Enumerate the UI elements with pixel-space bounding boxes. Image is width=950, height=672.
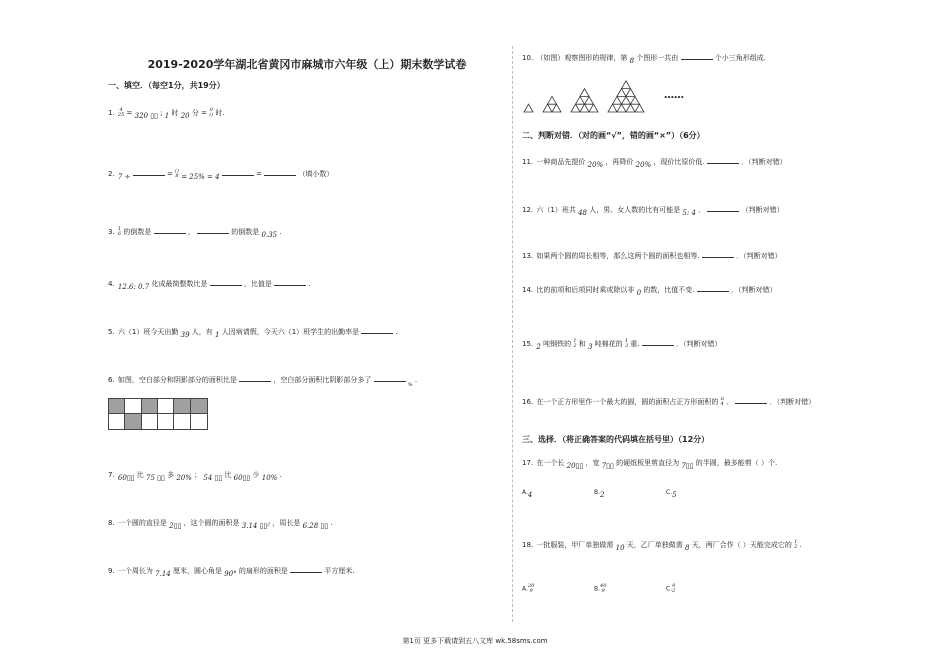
math-value: 12.6: 0.7 [117, 283, 150, 291]
shaded-cell [142, 399, 158, 414]
question-text: 人，男、女人数的比有可能是 [589, 206, 681, 214]
math-value: 6.28 ▯▯ [302, 522, 329, 530]
question-text: 如图，空白部分和阴影部分的面积比是 [117, 376, 237, 384]
math-value: 7▯▯ [681, 462, 694, 470]
blank-cell [142, 414, 158, 429]
question-text: ， [187, 228, 195, 236]
option-label: A. [522, 585, 528, 593]
question-3 [108, 226, 282, 237]
question-text: ，周长是 [272, 519, 301, 527]
question-text: 六（1）班共 [536, 206, 576, 214]
fraction-9-2: 9 2 [672, 583, 676, 594]
question-text: 一批服装，甲厂单独做需 [536, 541, 614, 549]
option-a[interactable] [522, 584, 534, 594]
answer-blank[interactable] [274, 278, 306, 286]
fraction: 1 2 [794, 539, 798, 550]
question-text: 和 [578, 340, 586, 348]
question-number: 10. [522, 54, 534, 62]
question-2 [108, 168, 333, 179]
question-text: 的硬纸板里剪直径为 [616, 459, 680, 467]
fraction: 1 2 [573, 338, 577, 349]
answer-blank[interactable] [697, 284, 729, 292]
math-value: 20▯▯ [566, 462, 584, 470]
math-value: 10% [261, 474, 278, 482]
question-number: 4. [108, 280, 115, 288]
equals-sign: = [126, 109, 133, 117]
answer-blank[interactable] [154, 226, 186, 234]
question-text: ． [726, 398, 734, 406]
math-value: 0 [636, 289, 642, 297]
option-b[interactable] [594, 488, 605, 499]
question-text: 比 [136, 471, 144, 479]
question-14 [522, 284, 777, 295]
question-text: . [799, 541, 802, 549]
question-text: （如图）观察图形的规律，第 [536, 54, 628, 62]
question-text: 厘米，圆心角是 [172, 567, 222, 575]
question-text: 时 [171, 109, 179, 117]
equals-sign: = [166, 170, 173, 178]
math-value: 20% [587, 161, 604, 169]
math-value: % [407, 382, 413, 388]
answer-blank[interactable] [264, 168, 296, 176]
question-text: 的倒数是 [123, 228, 152, 236]
small-triangle [524, 104, 533, 112]
answer-blank[interactable] [133, 168, 165, 176]
math-value: 7.14 [155, 570, 171, 578]
question-number: 9. [108, 567, 115, 575]
answer-blank[interactable] [702, 250, 734, 258]
blank-cell [109, 414, 125, 429]
option-label: A. [522, 489, 528, 496]
question-text: . [279, 471, 282, 479]
math-value: 3.14 ▯▯² [241, 522, 271, 530]
question-text: 人因病请假，今天六（1）班学生的出勤率是 [221, 328, 360, 336]
shaded-cell [109, 399, 125, 414]
question-number: 6. [108, 376, 115, 384]
question-text: （填小数） [298, 170, 334, 178]
question-text: ； [194, 471, 202, 479]
section-heading-fill-blank: 一、填空．（每空1分，共19分） [108, 81, 225, 90]
small-triangle [622, 96, 631, 104]
option-value: 2 [600, 491, 605, 499]
question-text: . [308, 280, 311, 288]
question-text: ．（判断对错） [736, 252, 782, 260]
question-number: 5. [108, 328, 115, 336]
option-label: B. [594, 585, 601, 593]
math-value: 7 ÷ [117, 173, 131, 181]
blank-cell [158, 414, 174, 429]
question-4 [108, 278, 311, 289]
blank-cell [191, 414, 207, 429]
small-triangle [576, 96, 585, 104]
question-text: 天，乙厂单独做需 [626, 541, 683, 549]
answer-blank[interactable] [239, 374, 271, 382]
question-text: 天，两厂合作（ ）天能完成它的 [691, 541, 792, 549]
blank-cell [174, 414, 190, 429]
small-triangle [626, 104, 635, 112]
answer-blank[interactable] [361, 326, 393, 334]
question-7 [108, 470, 282, 480]
small-triangle [626, 89, 635, 97]
answer-blank[interactable] [735, 396, 767, 404]
answer-blank[interactable] [290, 565, 322, 573]
question-text: 个图形一共由 [636, 54, 679, 62]
small-triangle [631, 96, 640, 104]
small-triangle [552, 104, 561, 112]
answer-blank[interactable] [197, 226, 229, 234]
answer-blank[interactable] [210, 278, 242, 286]
question-text: . [414, 376, 418, 384]
small-triangle [613, 96, 622, 104]
math-value: 0.35 [261, 231, 278, 239]
math-value: 48 [578, 209, 587, 217]
option-b[interactable] [594, 584, 606, 594]
question-text: 在一个正方形里作一个最大的圆，圆的面积占正方形面积的 [536, 398, 719, 406]
ellipsis: …… [664, 90, 684, 101]
question-text: ．（判断对错） [769, 398, 816, 406]
question-text: 时. [215, 109, 225, 117]
option-a[interactable] [522, 488, 533, 499]
question-16 [522, 396, 815, 407]
math-value: 75 ▯▯ [146, 474, 165, 482]
option-value: 4 [527, 491, 533, 499]
fraction: 1 6 [117, 226, 122, 237]
small-triangle [571, 104, 580, 112]
question-text: 一个圆的直径是 [117, 519, 167, 527]
question-text: ，这个圆的面积是 [183, 519, 240, 527]
question-number: 17. [522, 459, 534, 467]
math-value: 8 [685, 544, 690, 552]
answer-blank[interactable] [707, 156, 739, 164]
section-heading-true-false: 二、判断对错．（对的画“√”，错的画“×”）（6分） [522, 131, 705, 140]
question-9 [108, 565, 355, 576]
question-text: 重. [630, 340, 640, 348]
option-label: B. [594, 489, 601, 496]
small-triangle [617, 89, 626, 97]
math-value: 8 [629, 57, 635, 65]
math-value: 2 [536, 343, 541, 351]
question-text: ，空白部分面积比阴影部分多了 [273, 376, 372, 384]
question-text: ，现价比原价低. [653, 158, 705, 166]
question-text: ． [698, 206, 706, 214]
question-text: 人，有 [191, 328, 213, 336]
math-value: 2▯▯ [169, 522, 182, 530]
separator: ; [160, 109, 163, 117]
fraction: 4 25 [117, 107, 125, 118]
shaded-grid-figure [108, 398, 208, 430]
blank-cell [158, 399, 174, 414]
question-text: 个小三角形组成. [714, 54, 767, 62]
question-number: 2. [108, 170, 115, 178]
question-text: （判断对错） [741, 206, 784, 214]
question-number: 8. [108, 519, 115, 527]
question-text: ，宽 [585, 459, 600, 467]
page-title: 2019-2020学年湖北省黄冈市麻城市六年级（上）期末数学试卷 [147, 58, 467, 71]
question-13 [522, 250, 782, 261]
question-number: 7. [108, 471, 115, 479]
math-value: 5: 4 [682, 209, 696, 217]
math-value: 20% [176, 474, 192, 482]
shaded-cell [174, 399, 190, 414]
question-text: 分 [191, 109, 199, 117]
question-text: 六（1）班今天出勤 [117, 328, 179, 336]
question-text: ，比值是 [243, 280, 272, 288]
question-text: 在一个长 [536, 459, 565, 467]
math-value: 10 [615, 544, 625, 552]
small-triangle [635, 104, 644, 112]
option-value: 5 [672, 491, 677, 499]
triangle-figure-2 [543, 96, 561, 112]
question-text: 一种商品先提价 [536, 158, 586, 166]
math-value: = 25% = [181, 173, 213, 181]
question-text: 的半圆，最多能剪（ ）个. [695, 459, 778, 467]
question-15 [522, 338, 722, 349]
math-value: 60▯▯ [117, 474, 135, 482]
page-footer: 第1页 更多下载请到五八文库 wk.58sms.com [402, 637, 548, 645]
question-8 [108, 518, 333, 528]
small-triangle [580, 104, 589, 112]
question-number: 11. [522, 158, 534, 166]
question-number: 12. [522, 206, 534, 214]
column-divider [512, 46, 513, 622]
math-value: 54 ▯▯ [203, 474, 223, 482]
question-12 [522, 204, 784, 215]
fraction: π 4 [720, 396, 724, 407]
question-number: 16. [522, 398, 534, 406]
question-text: ．（判断对错） [676, 340, 722, 348]
question-text: 吨棉花的 [594, 340, 623, 348]
fraction-40-9: 40 9 [600, 583, 607, 594]
question-5 [108, 326, 398, 337]
fraction-20-9: 20 9 [527, 583, 535, 594]
question-text: . [279, 228, 282, 236]
fraction: () 8 [175, 168, 179, 179]
question-number: 13. [522, 252, 534, 260]
question-11 [522, 156, 787, 167]
question-text: . [395, 328, 398, 336]
question-number: 15. [522, 340, 534, 348]
shaded-cell [125, 414, 141, 429]
question-number: 14. [522, 286, 534, 294]
math-value: 60▯▯ [233, 474, 251, 482]
small-triangle [622, 81, 631, 89]
answer-blank[interactable] [642, 338, 674, 346]
triangle-figure-4 [608, 81, 644, 112]
question-text: 比 [224, 471, 232, 479]
question-text: 吨钢铁的 [543, 340, 572, 348]
small-triangle [548, 96, 557, 104]
fraction: 0 () [209, 107, 214, 118]
question-text: 少 [252, 471, 260, 479]
small-triangle [585, 96, 594, 104]
fraction: 1 3 [624, 338, 629, 349]
question-text: . [330, 519, 333, 527]
triangle-pattern-figure [522, 72, 722, 116]
small-triangle [608, 104, 617, 112]
option-label: C. [666, 489, 673, 496]
triangle-figure-1 [524, 104, 533, 112]
answer-blank[interactable] [681, 52, 713, 60]
question-text: ．（判断对错） [731, 286, 777, 294]
question-text: 多 [167, 471, 175, 479]
math-value: 1 [215, 331, 220, 339]
math-value: 1 [164, 112, 170, 120]
equals-sign: = [256, 170, 265, 178]
question-10 [522, 52, 766, 63]
math-value: 20 [180, 112, 190, 120]
option-c[interactable] [666, 584, 675, 594]
question-17 [522, 458, 777, 468]
shaded-cell [191, 399, 207, 414]
question-text: ，再降价 [605, 158, 634, 166]
math-value: 4 [215, 173, 220, 181]
question-text: 平方厘米. [324, 567, 355, 575]
math-value: 320 ▯▯ [134, 112, 158, 120]
question-number: 18. [522, 541, 534, 549]
question-text: 的倒数是 [231, 228, 260, 236]
small-triangle [589, 104, 598, 112]
question-number: 1. [108, 109, 115, 117]
question-1 [108, 108, 225, 118]
question-text: 化成最简整数比是 [151, 280, 208, 288]
option-c[interactable] [666, 488, 677, 499]
question-6 [108, 374, 417, 386]
small-triangle [580, 89, 589, 97]
answer-blank[interactable] [707, 204, 739, 212]
math-value: 3 [587, 343, 593, 351]
question-text: 一个周长为 [117, 567, 153, 575]
section-heading-multiple-choice: 三、选择．（将正确答案的代码填在括号里）（12分） [522, 435, 710, 444]
triangle-figure-3 [571, 89, 598, 112]
option-label: C. [666, 585, 673, 593]
question-text: 比的前项和后项同时乘或除以非 [536, 286, 635, 294]
answer-blank[interactable] [374, 374, 406, 382]
question-text: 如果两个圆的周长相等，那么这两个圆的面积也相等. [536, 252, 700, 260]
math-value: 90° [224, 570, 237, 578]
question-text: ．（判断对错） [741, 158, 787, 166]
small-triangle [543, 104, 552, 112]
small-triangle [617, 104, 626, 112]
question-text: 的扇形的面积是 [238, 567, 288, 575]
question-text: 的数，比值不变. [643, 286, 695, 294]
equals-sign: = [201, 109, 207, 117]
question-18 [522, 540, 802, 550]
math-value: 39 [180, 331, 190, 339]
blank-cell [125, 399, 141, 414]
math-value: 7▯▯ [601, 462, 614, 470]
question-number: 3. [108, 228, 115, 236]
math-value: 20% [635, 161, 652, 169]
answer-blank[interactable] [222, 168, 254, 176]
